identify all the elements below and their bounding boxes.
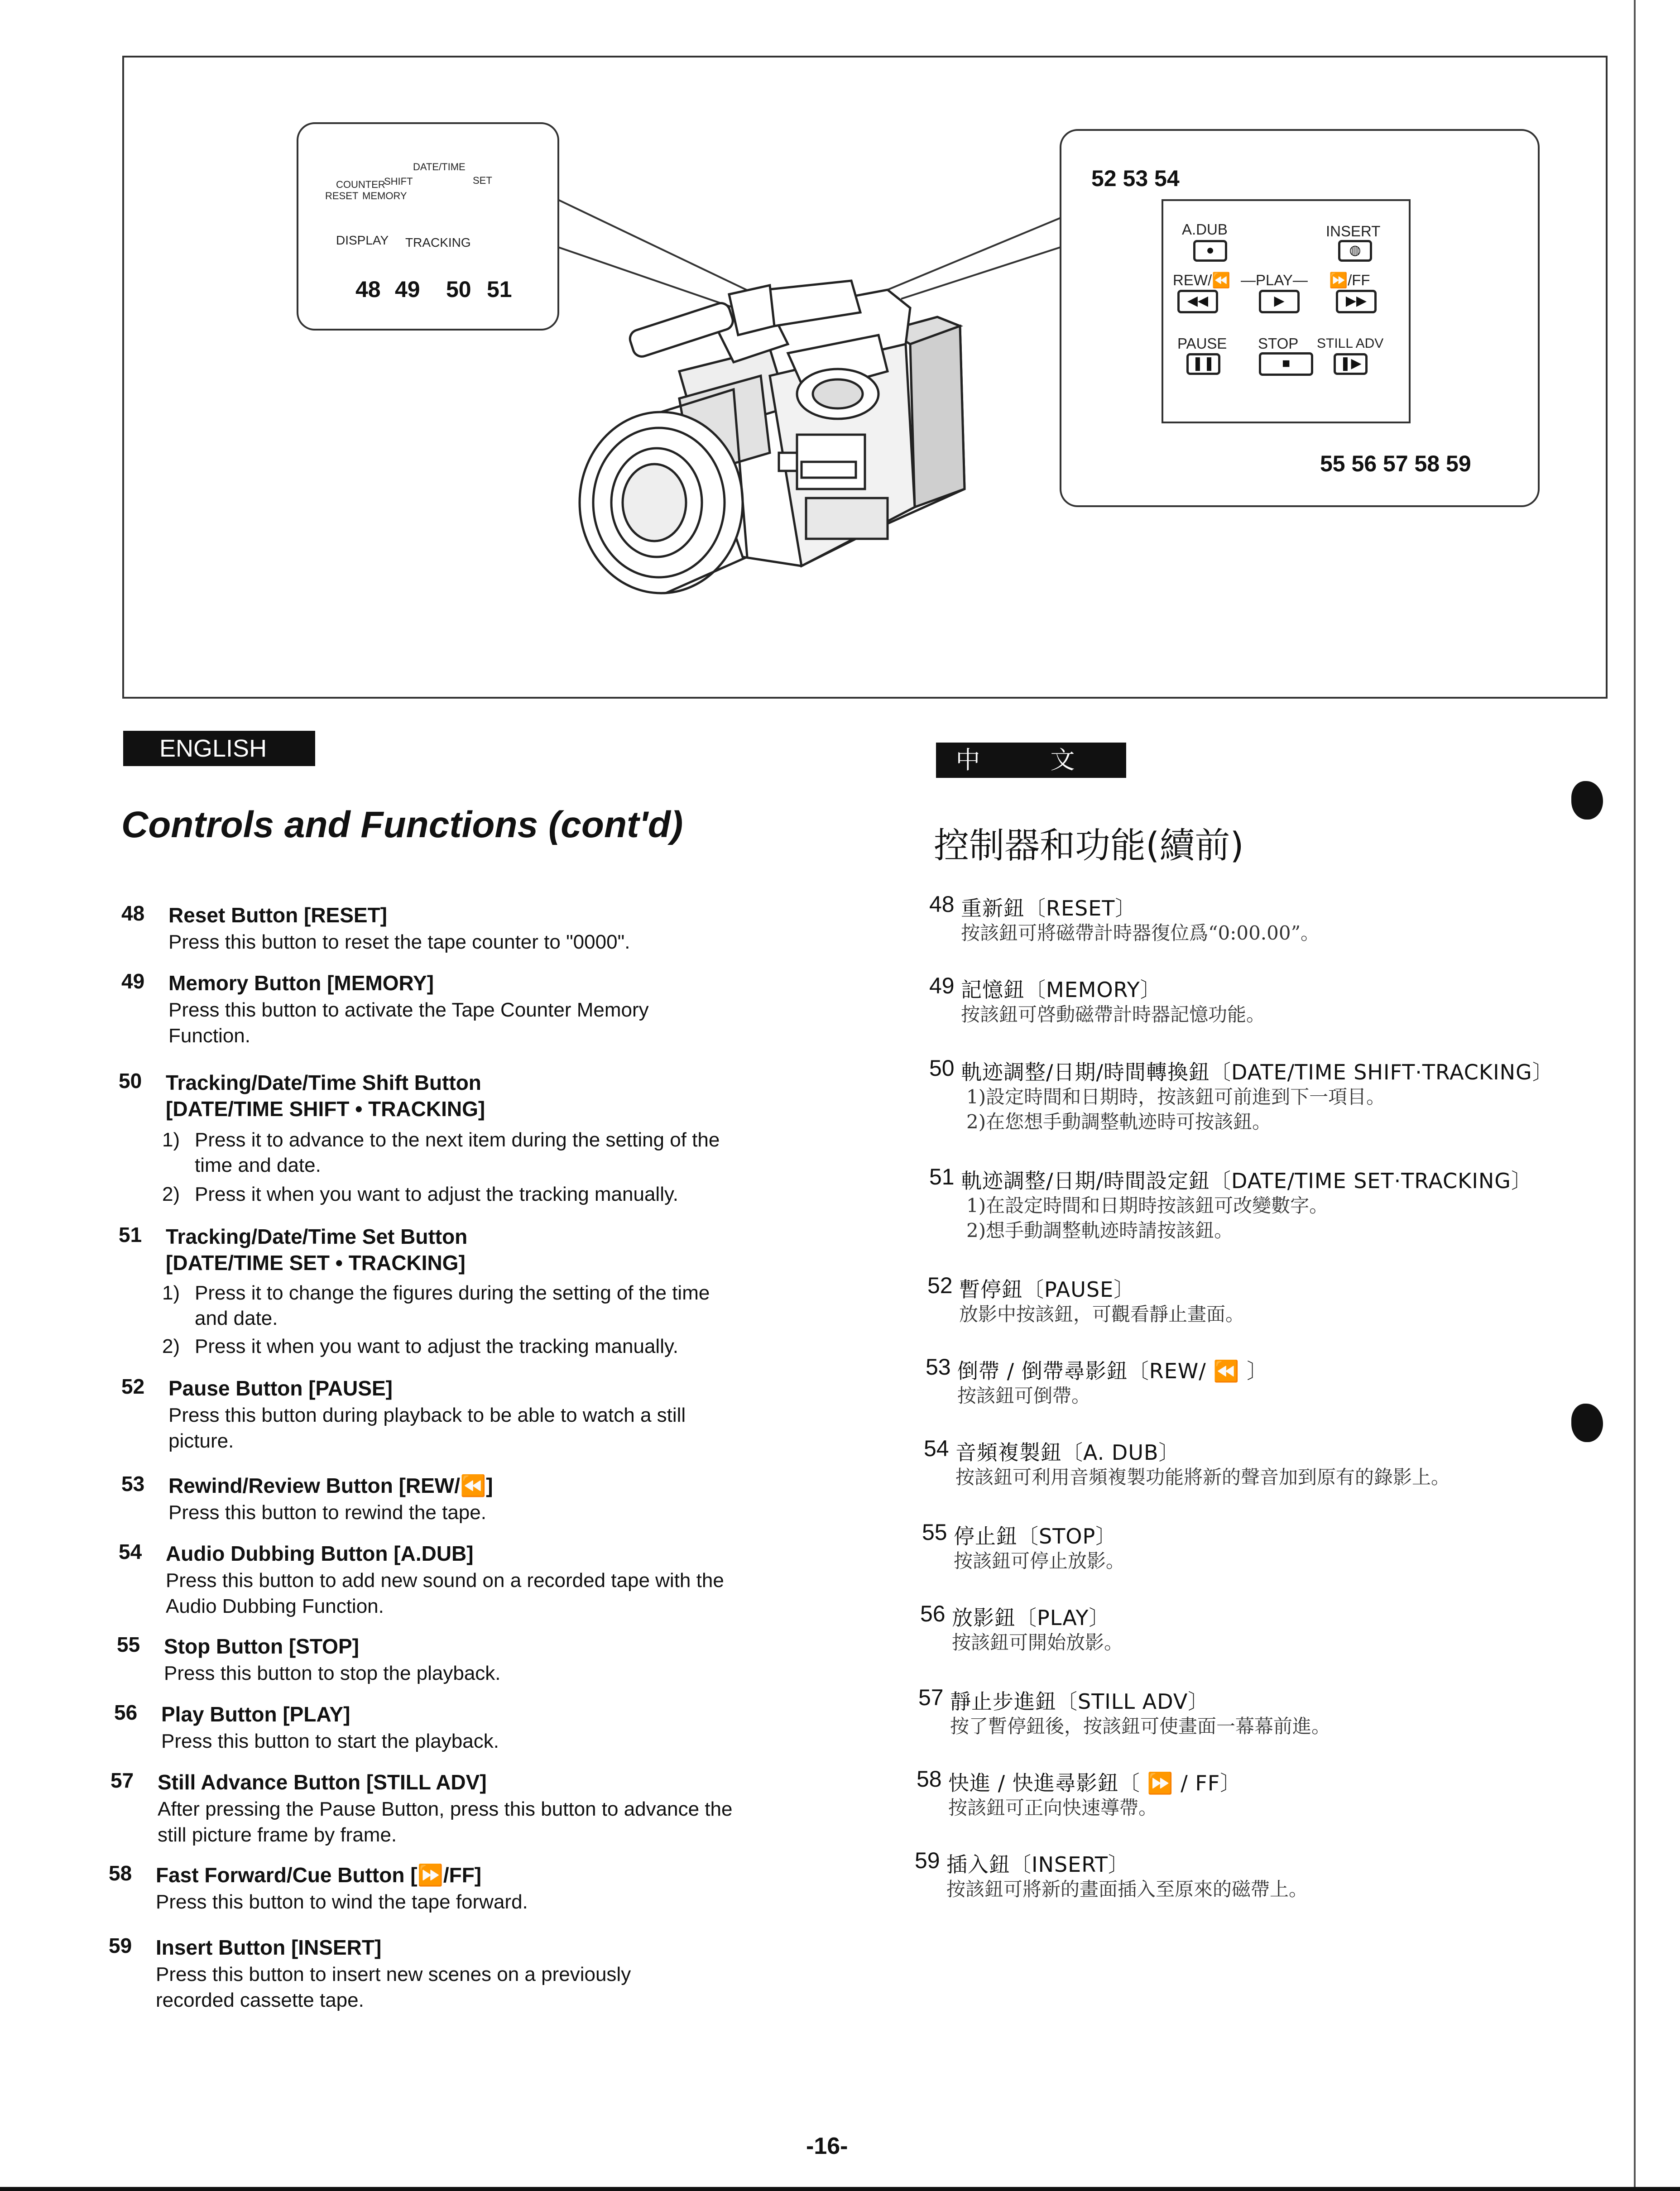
item-number: 54: [119, 1540, 142, 1563]
item-number: 56: [920, 1601, 946, 1626]
item-number: 54: [924, 1436, 949, 1461]
item-number: 59: [109, 1934, 132, 1957]
callout-number-48: 48: [355, 277, 381, 302]
item-number: 48: [929, 892, 955, 917]
callout-numbers-52-54: 52 53 54: [1091, 166, 1180, 191]
subpoint-number: 1): [162, 1282, 180, 1304]
item-title: Audio Dubbing Button [A.DUB]: [166, 1542, 474, 1565]
item-number: 51: [929, 1164, 955, 1189]
item-number: 58: [109, 1861, 132, 1885]
label-display: DISPLAY: [336, 233, 389, 247]
item-description: Press this button to insert new scenes on a previously recorded cassette tape.: [156, 1963, 631, 2011]
callout-number-49: 49: [395, 277, 420, 302]
label-ff: ⏩/FF: [1329, 272, 1370, 288]
item-number: 49: [121, 969, 145, 993]
item-number: 53: [926, 1354, 951, 1380]
item-title-code: [DATE/TIME SHIFT • TRACKING]: [166, 1097, 485, 1121]
page-edge-right: [1634, 0, 1636, 2191]
item-description: 按該鈕可將磁帶計時器復位爲“0:00.00”。: [961, 922, 1320, 944]
item-title: 記憶鈕〔MEMORY〕: [961, 978, 1162, 1002]
item-description-line-1: 1)在設定時間和日期時按該鈕可改變數字。: [966, 1194, 1329, 1217]
item-number: 57: [918, 1685, 944, 1710]
insert-icon: ◍: [1349, 243, 1361, 258]
play-button[interactable]: [1259, 290, 1300, 313]
item-title: Still Advance Button [STILL ADV]: [158, 1770, 487, 1794]
subpoint-text: Press it when you want to adjust the tracking manually.: [195, 1335, 678, 1357]
item-title: Play Button [PLAY]: [161, 1702, 350, 1726]
item-number: 57: [110, 1769, 134, 1792]
item-title: 暫停鈕〔PAUSE〕: [959, 1277, 1135, 1302]
item-description-line-2: 2)在您想手動調整軌迹時可按該鈕。: [966, 1111, 1272, 1133]
rewind-icon: ◀◀: [1187, 293, 1209, 308]
item-description: Press this button to rewind the tape.: [168, 1501, 486, 1524]
item-number: 59: [915, 1848, 940, 1873]
item-title: 靜止步進鈕〔STILL ADV〕: [950, 1689, 1210, 1714]
item-description: Press this button to add new sound on a recorded tape with the Audio Dubbing Function.: [166, 1569, 724, 1617]
pause-icon: ❚❚: [1192, 356, 1215, 371]
item-title: 放影鈕〔PLAY〕: [952, 1606, 1110, 1630]
item-description: 按該鈕可停止放影。: [954, 1550, 1125, 1572]
item-title: Tracking/Date/Time Set Button: [166, 1225, 468, 1248]
subpoint-text: Press it to change the figures during the setting of the time and date.: [195, 1282, 710, 1329]
item-title: 停止鈕〔STOP〕: [954, 1524, 1117, 1549]
label-tracking: TRACKING: [405, 235, 471, 249]
binding-hole-mark: [1571, 781, 1603, 820]
item-title: 音頻複製鈕〔A. DUB〕: [955, 1440, 1180, 1465]
item-description: Press this button to start the playback.: [161, 1730, 499, 1752]
subpoint-number: 2): [162, 1335, 180, 1357]
item-number: 52: [927, 1273, 953, 1298]
item-number: 50: [119, 1069, 142, 1093]
item-description: 按該鈕可啓動磁帶計時器記憶功能。: [961, 1003, 1266, 1026]
item-title: Insert Button [INSERT]: [156, 1936, 382, 1959]
item-number: 55: [117, 1633, 140, 1656]
item-description: 按該鈕可將新的畫面插入至原來的磁帶上。: [946, 1878, 1308, 1900]
page-edge-bottom: [0, 2187, 1680, 2191]
item-number: 55: [922, 1520, 947, 1545]
item-number: 50: [929, 1055, 955, 1081]
binding-hole-mark: [1571, 1404, 1603, 1442]
item-number: 52: [121, 1375, 145, 1398]
page-number: -16-: [806, 2133, 848, 2159]
chinese-tab: 中 文: [936, 743, 1126, 778]
item-number: 48: [121, 901, 145, 925]
callout-number-50: 50: [446, 277, 471, 302]
item-number: 49: [929, 973, 955, 998]
insert-button[interactable]: [1338, 240, 1372, 262]
item-description: 按該鈕可倒帶。: [957, 1385, 1091, 1407]
item-description: Press this button to stop the playback.: [164, 1662, 501, 1684]
item-description: After pressing the Pause Button, press this button to advance the still picture frame by frame.: [158, 1798, 733, 1846]
subpoint-number: 1): [162, 1129, 180, 1151]
item-title: 倒帶 / 倒帶尋影鈕〔REW/ ⏪ 〕: [957, 1359, 1268, 1383]
label-memory: MEMORY: [362, 190, 407, 201]
item-title: Stop Button [STOP]: [164, 1635, 359, 1658]
item-description: 按該鈕可利用音頻複製功能將新的聲音加到原有的錄影上。: [955, 1466, 1450, 1488]
item-description-line-1: 1)設定時間和日期時，按該鈕可前進到下一項目。: [966, 1086, 1386, 1108]
item-subpoint-2: [162, 1334, 841, 1359]
label-date-time: DATE/TIME: [413, 161, 466, 173]
label-rew: REW/⏪: [1173, 272, 1231, 288]
item-description: Press this button to activate the Tape Counter Memory Function.: [168, 999, 649, 1047]
item-description: Press this button to wind the tape forward.: [156, 1891, 528, 1913]
item-title: Memory Button [MEMORY]: [168, 971, 434, 995]
label-shift: SHIFT: [384, 176, 413, 187]
callout-number-51: 51: [487, 277, 512, 302]
item-title-code: [DATE/TIME SET • TRACKING]: [166, 1251, 466, 1275]
label-reset: RESET: [325, 190, 359, 201]
subpoint-text: Press it when you want to adjust the tracking manually.: [195, 1183, 678, 1205]
item-number: 51: [119, 1223, 142, 1247]
item-title: 快進 / 快進尋影鈕〔 ⏩ / FF〕: [948, 1771, 1242, 1795]
item-title: Fast Forward/Cue Button [⏩/FF]: [156, 1863, 482, 1887]
ff-button[interactable]: [1336, 290, 1377, 313]
item-number: 53: [121, 1472, 145, 1496]
stop-icon: ■: [1282, 356, 1291, 371]
item-description: Press this button to reset the tape counter to "0000".: [168, 931, 630, 953]
item-description: 按該鈕可正向快速導帶。: [948, 1797, 1158, 1819]
rew-button[interactable]: [1177, 290, 1218, 313]
stop-button[interactable]: [1259, 352, 1313, 376]
item-number: 56: [114, 1701, 138, 1724]
callout-left-panel: [297, 122, 559, 331]
item-number: 58: [917, 1766, 942, 1792]
item-description: 按該鈕可開始放影。: [952, 1631, 1123, 1654]
item-title: 插入鈕〔INSERT〕: [946, 1852, 1129, 1877]
item-subpoint-2: [162, 1182, 841, 1207]
item-title: 軌迹調整/日期/時間設定鈕〔DATE/TIME SET·TRACKING〕: [961, 1169, 1532, 1193]
item-subpoint-1: [162, 1280, 841, 1331]
pause-button[interactable]: [1186, 353, 1220, 375]
adub-button[interactable]: [1193, 240, 1227, 262]
chinese-page-title: 控制器和功能(續前): [934, 825, 1244, 866]
item-title: Pause Button [PAUSE]: [168, 1376, 393, 1400]
still-adv-button[interactable]: [1334, 353, 1368, 375]
record-dot-icon: ●: [1206, 243, 1214, 258]
english-tab: ENGLISH: [123, 731, 315, 766]
label-set: SET: [473, 175, 492, 186]
label-still-adv: STILL ADV: [1317, 336, 1384, 351]
callout-numbers-55-59: 55 56 57 58 59: [1320, 451, 1471, 476]
label-stop: STOP: [1258, 335, 1299, 352]
label-play: —PLAY—: [1241, 272, 1308, 288]
item-title: 重新鈕〔RESET〕: [961, 896, 1137, 921]
item-title: Tracking/Date/Time Shift Button: [166, 1071, 481, 1094]
english-page-title: Controls and Functions (cont'd): [121, 804, 683, 845]
item-description-line-2: 2)想手動調整軌迹時請按該鈕。: [966, 1219, 1234, 1242]
fast-forward-icon: ▶▶: [1345, 293, 1367, 308]
item-subpoint-1: [162, 1127, 841, 1178]
item-description: 放影中按該鈕，可觀看靜止畫面。: [959, 1303, 1245, 1325]
label-counter: COUNTER: [336, 179, 385, 190]
item-title: Rewind/Review Button [REW/⏪]: [168, 1474, 493, 1497]
item-description: Press this button during playback to be able to watch a still picture.: [168, 1404, 686, 1452]
frame-advance-icon: ❚▶: [1339, 356, 1362, 371]
label-adub: A.DUB: [1182, 221, 1228, 238]
label-insert: INSERT: [1326, 223, 1381, 240]
label-pause: PAUSE: [1177, 335, 1227, 352]
play-icon: ▶: [1274, 293, 1285, 308]
item-title: Reset Button [RESET]: [168, 903, 387, 927]
subpoint-text: Press it to advance to the next item during the setting of the time and date.: [195, 1129, 720, 1176]
item-title: 軌迹調整/日期/時間轉換鈕〔DATE/TIME SHIFT·TRACKING〕: [961, 1060, 1554, 1084]
item-description: 按了暫停鈕後，按該鈕可使畫面一幕幕前進。: [950, 1715, 1331, 1737]
subpoint-number: 2): [162, 1183, 180, 1205]
